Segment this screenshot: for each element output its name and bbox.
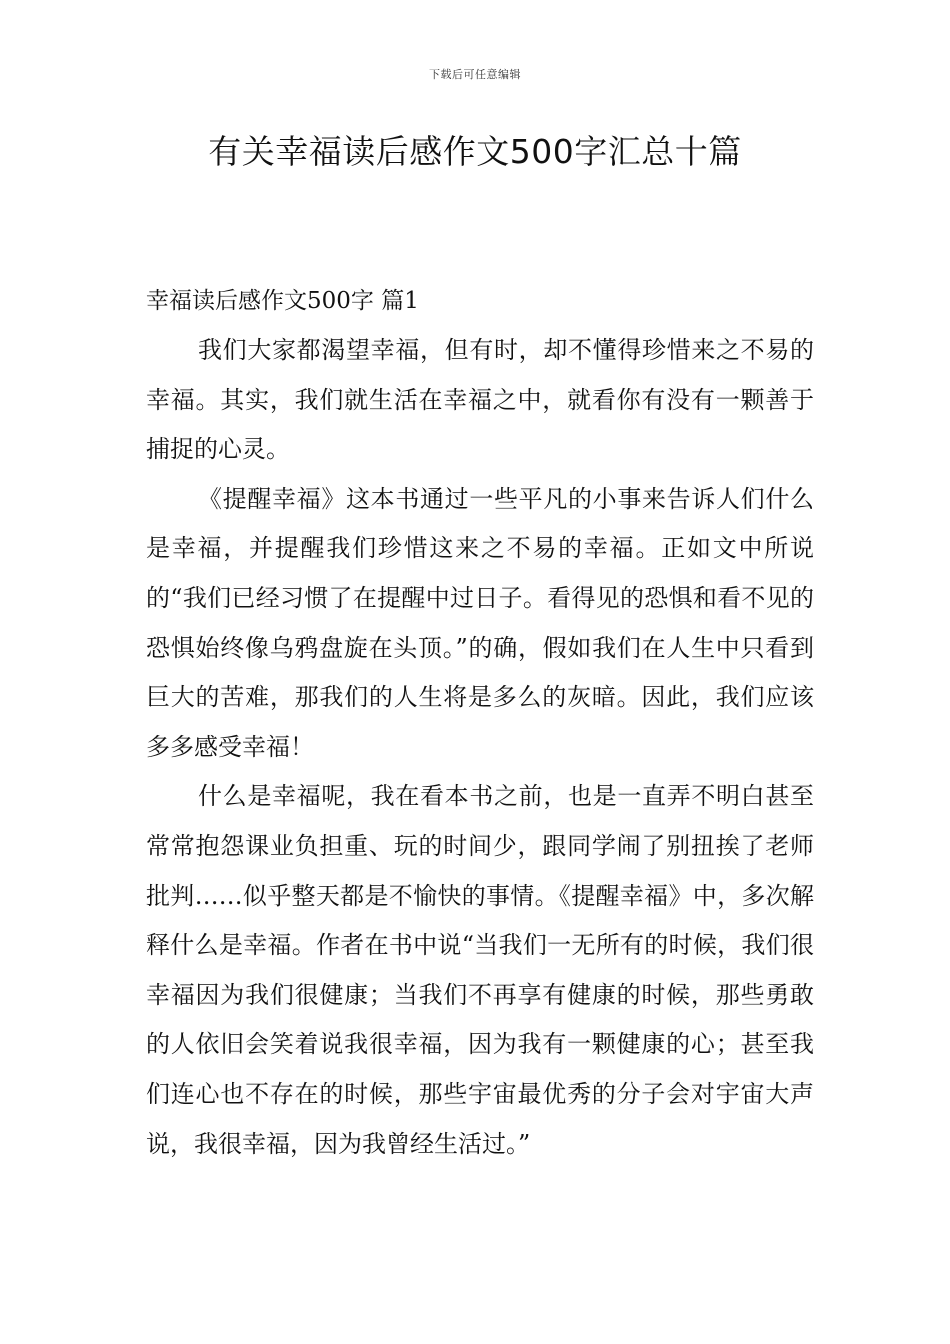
section-heading: 幸福读后感作文500字 篇1 bbox=[146, 288, 419, 314]
header-note: 下载后可任意编辑 bbox=[429, 68, 521, 81]
paragraph-3: 什么是幸福呢，我在看本书之前，也是一直弄不明白甚至常常抱怨课业负担重、玩的时间少，跟同学闹了别扭挨了老师批判……似乎整天都是不愉快的事情。《提醒幸福》中，多次解释什么是幸福。作者在书中说“当我们一无所有的时候，我们很幸福因为我们很健康；当我们不再享有健康的时候，那些勇敢的人依旧会笑着说我很幸福，因为我有一颗健康的心；甚至我们连心也不存在的时候，那些宇宙最优秀的分子会对宇宙大声说，我很幸福，因为我曾经生活过。” bbox=[146, 782, 814, 1158]
paragraph-2: 《提醒幸福》这本书通过一些平凡的小事来告诉人们什么是幸福，并提醒我们珍惜这来之不易的幸福。正如文中所说的“我们已经习惯了在提醒中过日子。看得见的恐惧和看不见的恐惧始终像乌鸦盘旋在头顶。”的确，假如我们在人生中只看到巨大的苦难，那我们的人生将是多么的灰暗。因此，我们应该多多感受幸福！ bbox=[146, 484, 814, 761]
document-body bbox=[146, 326, 814, 1169]
document-title: 有关幸福读后感作文500字汇总十篇 bbox=[208, 132, 742, 171]
paragraph-1: 我们大家都渴望幸福，但有时，却不懂得珍惜来之不易的幸福。其实，我们就生活在幸福之中，就看你有没有一颗善于捕捉的心灵。 bbox=[146, 336, 814, 464]
